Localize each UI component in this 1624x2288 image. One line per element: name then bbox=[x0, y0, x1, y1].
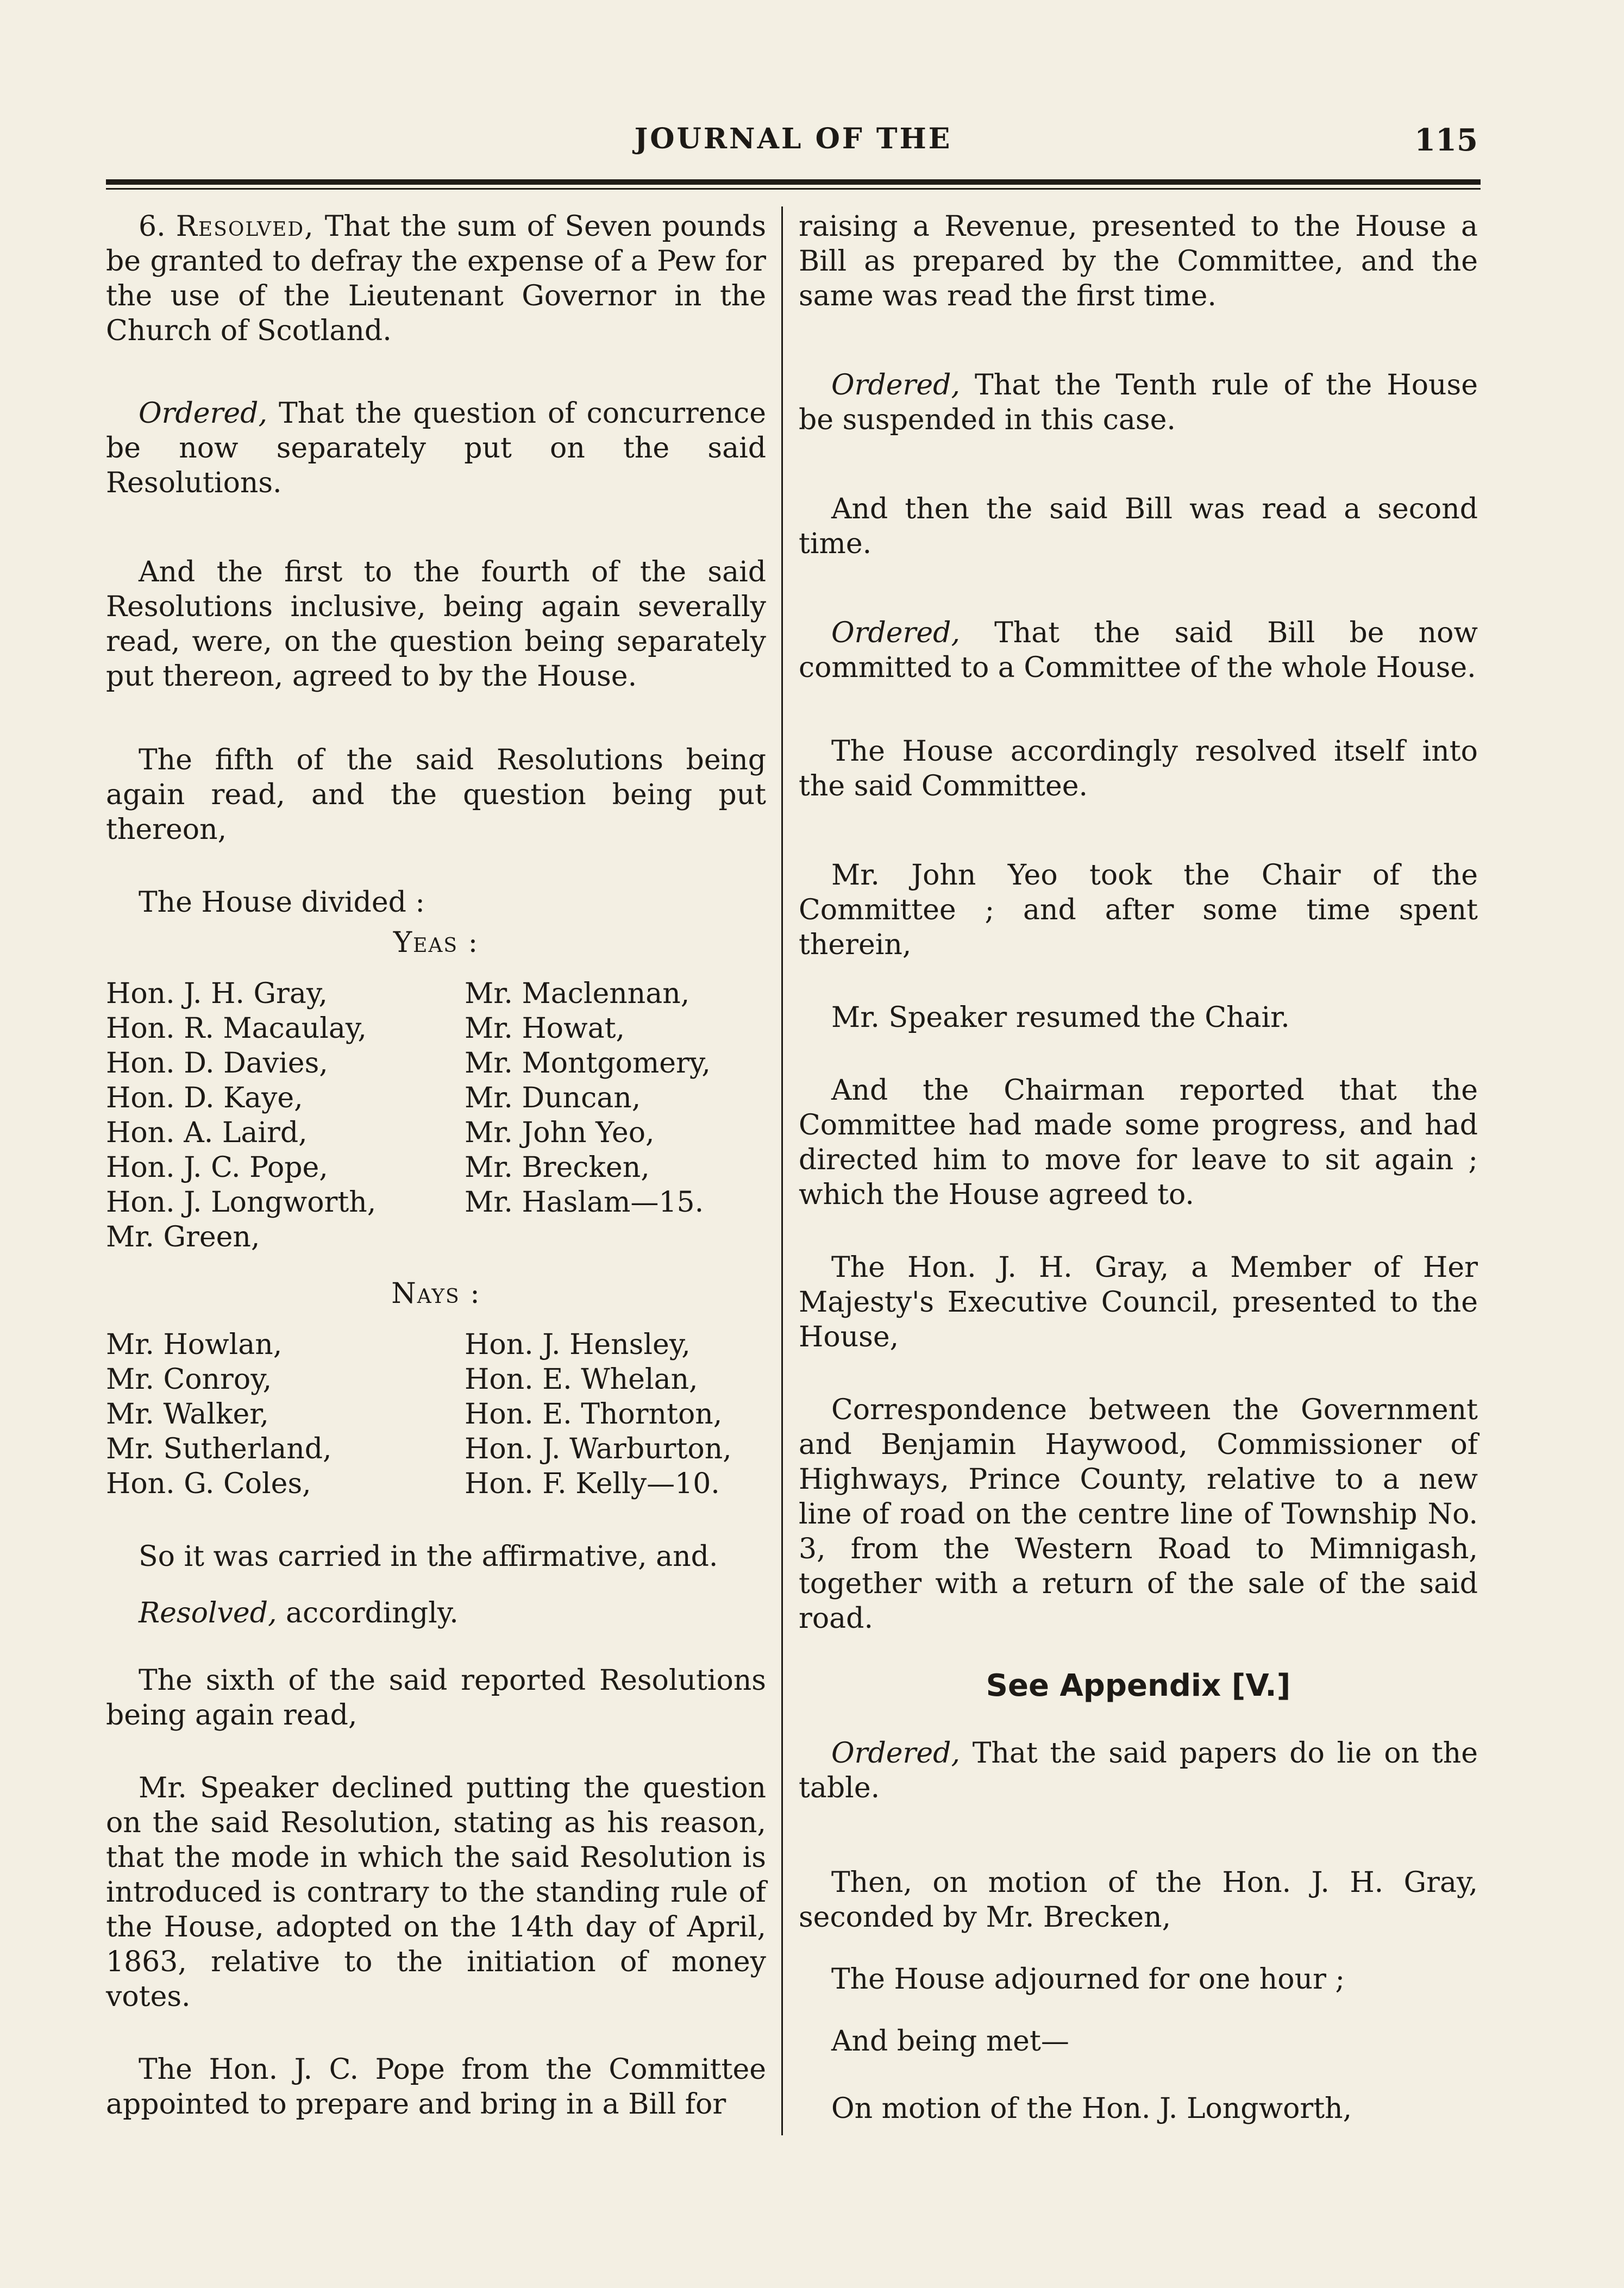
yeas-name: Mr. Green, bbox=[106, 1221, 260, 1253]
resolution-6-text: That the sum of Seven pounds be granted to defray the expense of a Pew for the use of the Lieutenant Governor in the Church of Scotland. bbox=[106, 210, 767, 347]
resolution-6-paragraph bbox=[106, 209, 766, 348]
page-number: 115 bbox=[1414, 122, 1478, 158]
yeas-name: Hon. R. Macaulay, bbox=[106, 1012, 367, 1045]
yeas-name: Hon. D. Davies, bbox=[106, 1047, 328, 1080]
yeas-name: Hon. J. Longworth, bbox=[106, 1186, 377, 1219]
resolved-accordingly-text: accordingly. bbox=[277, 1597, 459, 1629]
nays-list bbox=[106, 1327, 766, 1501]
yeas-name: Hon. J. H. Gray, bbox=[106, 977, 328, 1010]
header-rule-thick bbox=[106, 179, 1481, 185]
being-met-paragraph: And being met— bbox=[831, 2025, 1069, 2058]
nays-name: Hon. F. Kelly—10. bbox=[465, 1468, 720, 1500]
nays-name: Mr. Conroy, bbox=[106, 1363, 272, 1396]
yeas-name: Hon. D. Kaye, bbox=[106, 1082, 303, 1114]
pope-committee-paragraph: The Hon. J. C. Pope from the Committee appointed to prepare and bring in a Bill for bbox=[106, 2053, 766, 2121]
correspondence-paragraph: Correspondence between the Government and Benjamin Haywood, Commissioner of Highways, Prince County, relative to a new line of road on the centre line of Township No. 3, from the Western Road to Mimnigash, together with a return of the sale of the said road. bbox=[799, 1394, 1478, 1635]
nays-name: Hon. G. Coles, bbox=[106, 1468, 311, 1500]
motion-longworth-paragraph: On motion of the Hon. J. Longworth, bbox=[831, 2092, 1352, 2125]
nays-name: Hon. E. Thornton, bbox=[465, 1398, 723, 1431]
chairman-reported-paragraph: And the Chairman reported that the Committee had made some progress, and had directed him to move for leave to sit again ; which the House agreed to. bbox=[799, 1074, 1478, 1211]
committed-paragraph bbox=[799, 616, 1478, 685]
nays-name: Mr. Sutherland, bbox=[106, 1433, 332, 1465]
resolved-label: Resolved, bbox=[175, 210, 315, 243]
page-header bbox=[109, 122, 1478, 171]
yeas-name bbox=[465, 1220, 766, 1255]
ordered-concurrence-paragraph bbox=[106, 396, 766, 500]
header-rule-thin bbox=[106, 188, 1481, 190]
column-divider bbox=[781, 206, 783, 2135]
yeas-name: Hon. A. Laird, bbox=[106, 1117, 308, 1149]
committed-text: That the said Bill be now committed to a Committee of the whole House. bbox=[799, 617, 1478, 684]
left-column bbox=[106, 209, 766, 2122]
nays-name: Mr. Walker, bbox=[106, 1398, 269, 1431]
yeo-chair-paragraph: Mr. John Yeo took the Chair of the Committee ; and after some time spent therein, bbox=[799, 859, 1478, 961]
yeas-name: Mr. John Yeo, bbox=[465, 1117, 655, 1149]
first-to-fourth-paragraph: And the first to the fourth of the said Resolutions inclusive, being again severally read, were, on the question being separately put thereon, agreed to by the House. bbox=[106, 556, 766, 693]
right-column bbox=[799, 209, 1478, 2126]
ordered-label: Ordered, bbox=[139, 397, 267, 430]
ordered-concurrence-text: That the question of concurrence be now separately put on the said Resolutions. bbox=[106, 397, 766, 499]
yeas-name: Mr. Howat, bbox=[465, 1012, 625, 1045]
nays-heading: Nays : bbox=[391, 1277, 481, 1310]
bill-presented-paragraph: raising a Revenue, presented to the House a Bill as prepared by the Committee, and the same was read the first time. bbox=[799, 210, 1478, 312]
nays-name: Hon. E. Whelan, bbox=[465, 1363, 698, 1396]
yeas-name: Mr. Montgomery, bbox=[465, 1047, 711, 1080]
ordered-label: Ordered, bbox=[831, 617, 960, 649]
see-appendix-heading: See Appendix [V.] bbox=[986, 1668, 1291, 1703]
nays-name: Hon. J. Hensley, bbox=[465, 1328, 691, 1361]
house-resolved-paragraph: The House accordingly resolved itself into the said Committee. bbox=[799, 735, 1478, 803]
papers-lie-paragraph bbox=[799, 1736, 1478, 1806]
second-reading-paragraph: And then the said Bill was read a second time. bbox=[799, 493, 1478, 560]
running-title: JOURNAL OF THE bbox=[634, 122, 952, 155]
motion-gray-paragraph: Then, on motion of the Hon. J. H. Gray, seconded by Mr. Brecken, bbox=[799, 1866, 1478, 1934]
resolved-label: Resolved, bbox=[139, 1597, 277, 1629]
yeas-name: Hon. J. C. Pope, bbox=[106, 1151, 328, 1184]
tenth-rule-paragraph bbox=[799, 368, 1478, 437]
fifth-resolution-paragraph: The fifth of the said Resolutions being again read, and the question being put thereon, bbox=[106, 744, 766, 846]
ordered-label: Ordered, bbox=[831, 369, 960, 402]
resolved-accordingly-paragraph bbox=[106, 1596, 766, 1631]
nays-name: Hon. J. Warburton, bbox=[465, 1433, 732, 1465]
yeas-name: Mr. Duncan, bbox=[465, 1082, 641, 1114]
house-divided-paragraph: The House divided : bbox=[139, 886, 425, 919]
yeas-heading: Yeas : bbox=[393, 926, 479, 959]
yeas-list bbox=[106, 976, 766, 1255]
tenth-rule-text: That the Tenth rule of the House be suspended in this case. bbox=[799, 369, 1478, 436]
ordered-label: Ordered, bbox=[831, 1737, 960, 1770]
speaker-resumed-paragraph: Mr. Speaker resumed the Chair. bbox=[831, 1001, 1290, 1034]
nays-name: Mr. Howlan, bbox=[106, 1328, 283, 1361]
papers-lie-text: That the said papers do lie on the table. bbox=[799, 1737, 1478, 1804]
gray-presented-paragraph: The Hon. J. H. Gray, a Member of Her Majesty's Executive Council, presented to the House, bbox=[799, 1251, 1478, 1353]
speaker-declined-paragraph: Mr. Speaker declined putting the question on the said Resolution, stating as his reason, that the mode in which the said Resolution is introduced is contrary to the standing rule of the House, adopted on the 14th day of April, 1863, relative to the initiation of money votes. bbox=[106, 1772, 766, 2013]
sixth-resolution-paragraph: The sixth of the said reported Resolutions being again read, bbox=[106, 1664, 766, 1732]
yeas-name: Mr. Brecken, bbox=[465, 1151, 650, 1184]
yeas-name: Mr. Haslam—15. bbox=[465, 1186, 704, 1219]
carried-affirmative-paragraph: So it was carried in the affirmative, and. bbox=[139, 1540, 718, 1573]
resolution-number: 6. bbox=[139, 210, 166, 243]
house-adjourned-paragraph: The House adjourned for one hour ; bbox=[831, 1963, 1345, 1996]
yeas-name: Mr. Maclennan, bbox=[465, 977, 690, 1010]
